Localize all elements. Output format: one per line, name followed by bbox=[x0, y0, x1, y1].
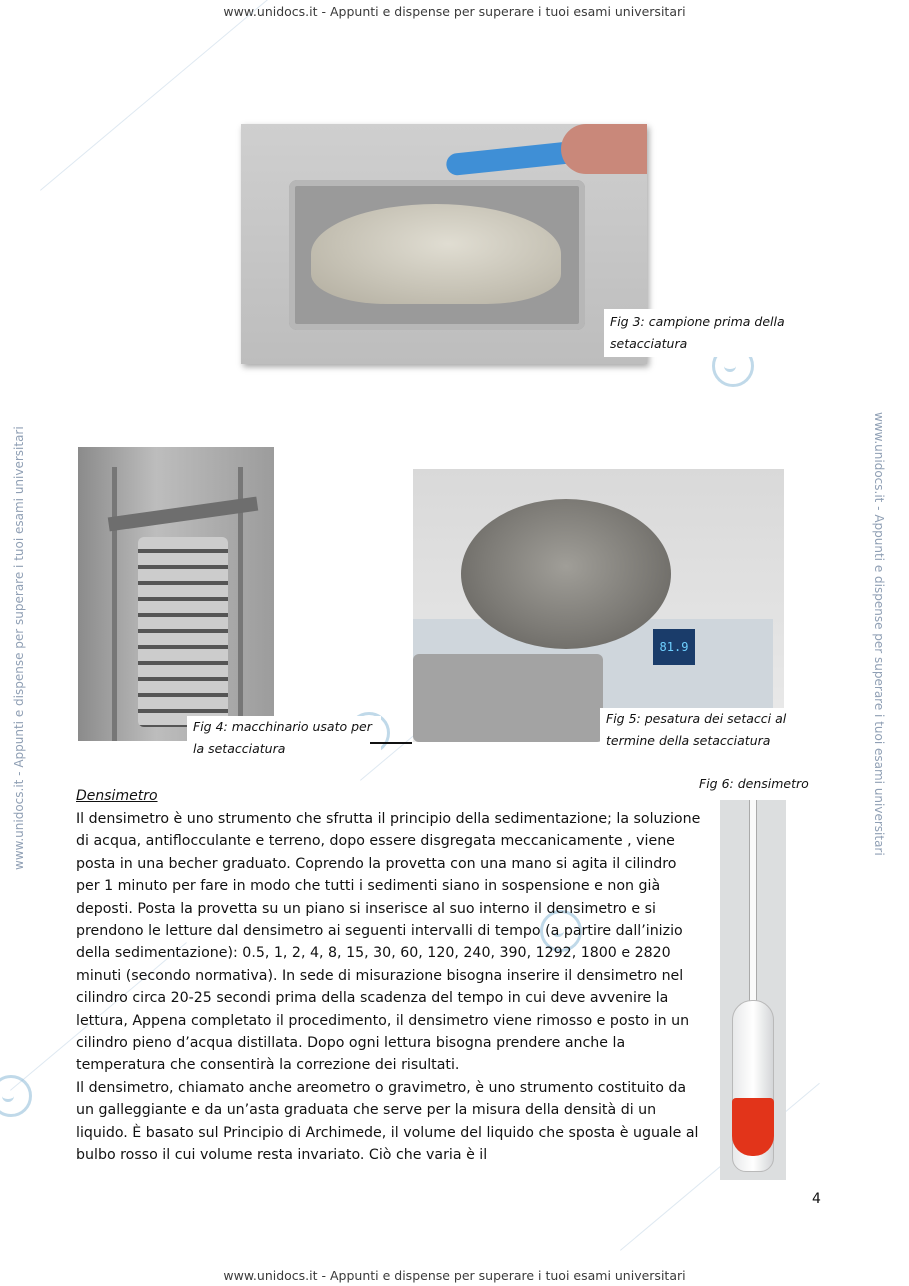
watermark-line bbox=[40, 0, 270, 191]
caption-underline bbox=[370, 742, 412, 744]
fig6-photo bbox=[720, 800, 786, 1180]
fig5-caption: Fig 5: pesatura dei setacci al termine della setacciatura bbox=[600, 708, 812, 752]
body-text bbox=[76, 808, 701, 1167]
red-ballast-shape bbox=[732, 1098, 774, 1156]
header-watermark: www.unidocs.it - Appunti e dispense per superare i tuoi esami universitari bbox=[223, 4, 686, 19]
clamp-bar-shape bbox=[108, 497, 258, 532]
section-heading: Densimetro bbox=[76, 788, 158, 804]
paragraph: Il densimetro, chiamato anche areometro o gravimetro, è uno strumento costituito da un galleggiante e da un’asta graduata che serve per la misura della densità di un liquido. È basato sul Principio di Archimede, il volume del liquido che sposta è uguale al bulbo rosso il cui volume resta invariato. Ciò che varia è il bbox=[76, 1079, 699, 1164]
fig6-caption: Fig 6: densimetro bbox=[699, 773, 819, 795]
side-watermark-right: www.unidocs.it - Appunti e dispense per superare i tuoi esami universitari bbox=[872, 412, 886, 856]
sieve-stack-shape bbox=[138, 537, 228, 727]
unidocs-logo-icon bbox=[0, 1075, 32, 1117]
paragraph: Il densimetro è uno strumento che sfrutta il principio della sedimentazione; la soluzione di acqua, antiflocculante e terreno, dopo essere disgregata meccanicamente , viene posta in una becher graduato. Coprendo la provetta con una mano si agita il cilindro per 1 minuto per fare in modo che tutti i sedimenti siano in sospensione e non già deposti. Posta la provetta su un piano si inserisce al suo interno il densimetro e si prendono le letture dal densimetro ai seguenti intervalli di tempo (a partire dall’inizio della sedimentazione): 0.5, 1, 2, 4, 8, 15, 30, 60, 120, 240, 390, 1292, 1800 e 2820 minuti (secondo normativa). In sede di misurazione bisogna inserire il densimetro nel cilindro circa 20-25 secondi prima della scadenza del tempo in cui deve avvenire la lettura, Appena completato il procedimento, il densimetro viene rimosso e posto in un cilindro pieno d’acqua distillata. Dopo ogni lettura bisogna prendere anche la temperatura che consentirà la correzione dei risultati. bbox=[76, 811, 701, 1074]
tray-shape bbox=[413, 654, 603, 742]
fig3-caption: Fig 3: campione prima della setacciatura bbox=[604, 309, 806, 357]
page-number: 4 bbox=[812, 1191, 821, 1207]
sieve-shape bbox=[461, 499, 671, 649]
rod-shape bbox=[112, 467, 117, 741]
fig4-photo bbox=[78, 447, 274, 741]
soil-sample-shape bbox=[311, 204, 561, 304]
scale-display: 81.9 bbox=[653, 629, 695, 665]
fig5-photo bbox=[413, 469, 784, 742]
fig3-photo bbox=[241, 124, 647, 364]
fig4-caption: Fig 4: macchinario usato per la setacciatura bbox=[187, 716, 381, 760]
hand-shape bbox=[561, 124, 647, 174]
side-watermark-left: www.unidocs.it - Appunti e dispense per superare i tuoi esami universitari bbox=[12, 426, 26, 870]
footer-watermark: www.unidocs.it - Appunti e dispense per superare i tuoi esami universitari bbox=[223, 1268, 686, 1283]
